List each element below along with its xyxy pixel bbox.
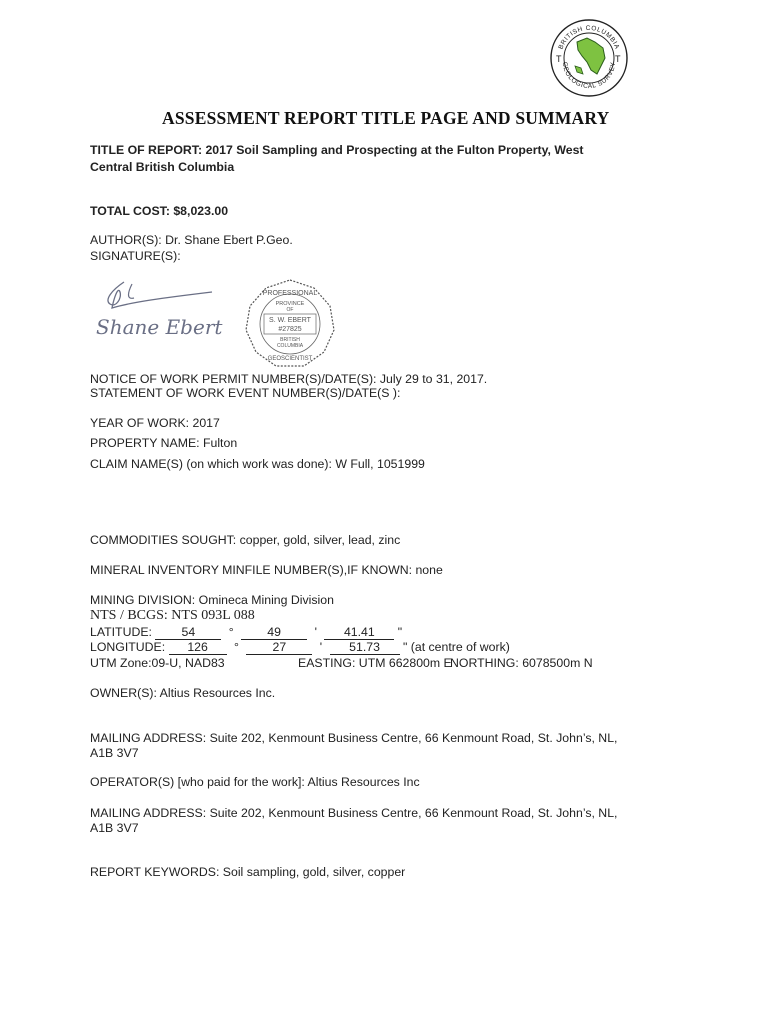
latitude-minutes: 49: [241, 626, 307, 640]
page-title: ASSESSMENT REPORT TITLE PAGE AND SUMMARY: [162, 108, 610, 128]
minfile: MINERAL INVENTORY MINFILE NUMBER(S),IF KNOWN: none: [90, 563, 443, 577]
svg-text:GEOLOGICAL SURVEY: GEOLOGICAL SURVEY: [560, 61, 618, 91]
svg-text:BRITISH COLUMBIA: BRITISH COLUMBIA: [557, 24, 621, 51]
year-of-work: YEAR OF WORK: 2017: [90, 416, 220, 430]
statement-of-work: STATEMENT OF WORK EVENT NUMBER(S)/DATE(S ):: [90, 386, 401, 400]
longitude-minutes: 27: [246, 641, 312, 655]
commodities: COMMODITIES SOUGHT: copper, gold, silver, lead, zinc: [90, 533, 401, 547]
bc-geological-survey-logo: [549, 18, 629, 98]
svg-text:Shane Ebert: Shane Ebert: [96, 315, 223, 338]
svg-text:PROVINCE: PROVINCE: [275, 301, 305, 307]
svg-text:OF: OF: [286, 307, 294, 313]
svg-text:T: T: [556, 54, 562, 64]
longitude-degrees: 126: [169, 641, 227, 655]
latitude-degrees: 54: [155, 626, 221, 640]
easting: EASTING: UTM 662800m E: [298, 656, 452, 670]
signature-image: [92, 278, 227, 338]
northing: NORTHING: 6078500m N: [450, 656, 593, 670]
owners: OWNER(S): Altius Resources Inc.: [90, 686, 276, 700]
report-title-line1: TITLE OF REPORT: 2017 Soil Sampling and Prospecting at the Fulton Property, West: [90, 143, 584, 157]
owner-mailing-address-line2: A1B 3V7: [90, 746, 139, 760]
svg-text:#27825: #27825: [278, 326, 302, 333]
total-cost: TOTAL COST: $8,023.00: [90, 204, 229, 218]
report-title-line2: Central British Columbia: [90, 160, 235, 174]
operator-mailing-address-line1: MAILING ADDRESS: Suite 202, Kenmount Business Centre, 66 Kenmount Road, St. John’s, NL,: [90, 806, 618, 820]
longitude-suffix: " (at centre of work): [402, 640, 510, 654]
longitude-seconds: 51.73: [330, 641, 400, 655]
author: AUTHOR(S): Dr. Shane Ebert P.Geo.: [90, 233, 293, 247]
svg-text:GEOSCIENTIST: GEOSCIENTIST: [267, 356, 313, 362]
nts-bcgs: NTS / BCGS: NTS 093L 088: [90, 608, 255, 623]
signature-label: SIGNATURE(S):: [90, 249, 181, 263]
operators: OPERATOR(S) [who paid for the work]: Altius Resources Inc: [90, 775, 420, 789]
svg-text:COLUMBIA: COLUMBIA: [276, 343, 304, 349]
claim-names: CLAIM NAME(S) (on which work was done): W Full, 1051999: [90, 457, 425, 471]
latitude-seconds: 41.41: [324, 626, 394, 640]
notice-of-work: NOTICE OF WORK PERMIT NUMBER(S)/DATE(S): July 29 to 31, 2017.: [90, 372, 488, 386]
mining-division: MINING DIVISION: Omineca Mining Division: [90, 593, 334, 607]
svg-text:BRITISH: BRITISH: [280, 337, 300, 343]
longitude-label: LONGITUDE:: [90, 640, 166, 654]
owner-mailing-address-line1: MAILING ADDRESS: Suite 202, Kenmount Business Centre, 66 Kenmount Road, St. John’s, NL,: [90, 731, 618, 745]
longitude-row: LONGITUDE: 126 ° 27 ' 51.73 " (at centre of work): [90, 640, 510, 654]
latitude-row: LATITUDE: 54 ° 49 ' 41.41 ": [90, 625, 403, 639]
professional-seal: [244, 278, 336, 370]
property-name: PROPERTY NAME: Fulton: [90, 436, 238, 450]
latitude-label: LATITUDE:: [90, 625, 152, 639]
utm-zone: UTM Zone:09-U, NAD83: [90, 656, 225, 670]
latitude-suffix: ": [397, 625, 403, 639]
svg-text:PROFESSIONAL: PROFESSIONAL: [262, 290, 318, 297]
operator-mailing-address-line2: A1B 3V7: [90, 821, 139, 835]
svg-text:S. W. EBERT: S. W. EBERT: [269, 317, 311, 324]
report-keywords: REPORT KEYWORDS: Soil sampling, gold, silver, copper: [90, 865, 406, 879]
svg-text:T: T: [615, 54, 621, 64]
